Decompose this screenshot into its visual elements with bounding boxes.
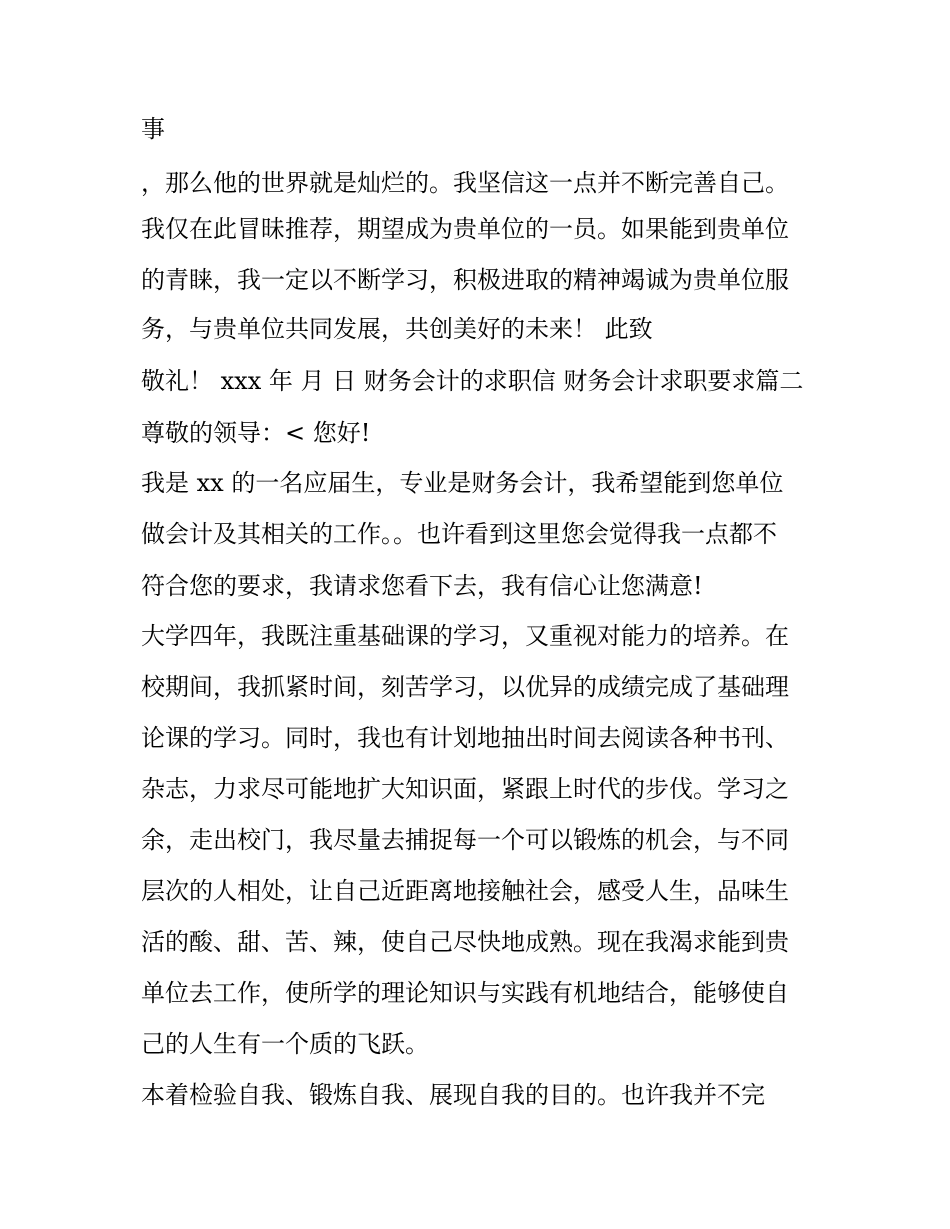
text-line: 大学四年，我既注重基础课的学习，又重视对能力的培养。在 bbox=[141, 622, 789, 650]
text-line: 己的人生有一个质的飞跃。 bbox=[141, 1030, 429, 1058]
text-line: 杂志，力求尽可能地扩大知识面，紧跟上时代的步伐。学习之 bbox=[141, 775, 789, 803]
text-line: 我仅在此冒昧推荐，期望成为贵单位的一员。如果能到贵单位 bbox=[141, 215, 789, 243]
text-line: ，那么他的世界就是灿烂的。我坚信这一点并不断完善自己。 bbox=[141, 169, 789, 197]
text-line: 敬礼！ xxx 年 月 日 财务会计的求职信 财务会计求职要求篇二 bbox=[141, 367, 804, 395]
text-line: 余，走出校门，我尽量去捕捉每一个可以锻炼的机会，与不同 bbox=[141, 826, 789, 854]
text-line: 论课的学习。同时，我也有计划地抽出时间去阅读各种书刊、 bbox=[141, 724, 789, 752]
text-line: 本着检验自我、锻炼自我、展现自我的目的。也许我并不完 bbox=[141, 1081, 765, 1109]
text-line: 单位去工作，使所学的理论知识与实践有机地结合，能够使自 bbox=[141, 979, 789, 1007]
text-line: 校期间，我抓紧时间，刻苦学习，以优异的成绩完成了基础理 bbox=[141, 673, 789, 701]
text-line: 活的酸、甜、苦、辣，使自己尽快地成熟。现在我渴求能到贵 bbox=[141, 928, 789, 956]
text-line: 的青睐，我一定以不断学习，积极进取的精神竭诚为贵单位服 bbox=[141, 266, 789, 294]
text-line: 我是 xx 的一名应届生，专业是财务会计，我希望能到您单位 bbox=[141, 469, 784, 497]
text-line: 尊敬的领导：< 您好! bbox=[141, 419, 371, 447]
text-line: 符合您的要求，我请求您看下去，我有信心让您满意! bbox=[141, 572, 703, 600]
text-line: 务，与贵单位共同发展，共创美好的未来！ 此致 bbox=[141, 315, 653, 343]
text-line: 层次的人相处，让自己近距离地接触社会，感受人生，品味生 bbox=[141, 877, 789, 905]
text-line: 做会计及其相关的工作。。也许看到这里您会觉得我一点都不 bbox=[141, 520, 777, 548]
text-line: 事 bbox=[141, 115, 165, 143]
